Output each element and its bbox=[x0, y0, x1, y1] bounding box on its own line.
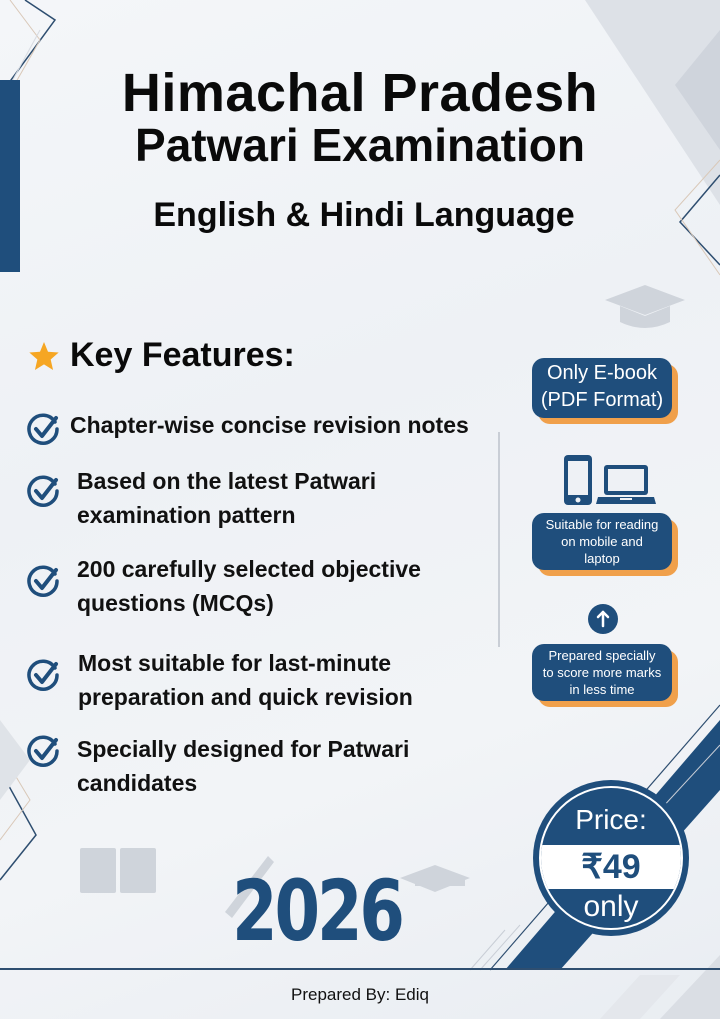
score-badge bbox=[532, 644, 672, 701]
feature-text-line-2: preparation and quick revision bbox=[78, 684, 413, 710]
feature-text-line-2: examination pattern bbox=[77, 502, 296, 528]
feature-item bbox=[26, 646, 413, 714]
price-badge bbox=[533, 780, 689, 936]
feature-text-line-1: 200 carefully selected objective bbox=[77, 556, 421, 582]
key-features-label: Key Features: bbox=[70, 336, 295, 374]
feature-text-line-2: questions (MCQs) bbox=[77, 590, 274, 616]
score-line-2: to score more marks bbox=[542, 665, 662, 680]
key-features-heading bbox=[28, 336, 295, 375]
score-line-3: in less time bbox=[569, 682, 635, 697]
feature-text: Chapter-wise concise revision notes bbox=[70, 412, 469, 438]
devices-line-3: laptop bbox=[584, 551, 620, 566]
mobile-phone-icon bbox=[564, 455, 592, 505]
format-badge-line-1: Only E-book bbox=[546, 362, 658, 384]
footer-divider bbox=[0, 968, 720, 970]
format-badge bbox=[532, 358, 672, 418]
feature-item bbox=[26, 464, 376, 532]
feature-item bbox=[26, 732, 409, 800]
score-line-1: Prepared specially bbox=[548, 648, 656, 663]
devices-line-1: Suitable for reading bbox=[545, 517, 659, 532]
arrow-up-icon bbox=[588, 604, 618, 634]
price-suffix: only bbox=[583, 890, 639, 923]
format-badge-line-2: (PDF Format) bbox=[540, 389, 664, 411]
devices-line-2: on mobile and bbox=[561, 534, 643, 549]
feature-text-line-1: Specially designed for Patwari bbox=[77, 736, 410, 762]
check-circle-icon bbox=[26, 474, 62, 510]
title-line-2: Patwari Examination bbox=[135, 119, 585, 171]
laptop-icon bbox=[596, 465, 656, 504]
feature-text-line-2: candidates bbox=[77, 770, 198, 796]
star-icon bbox=[28, 340, 60, 372]
check-circle-icon bbox=[26, 658, 62, 694]
check-circle-icon bbox=[26, 412, 62, 448]
price-amount: ₹49 bbox=[541, 845, 681, 889]
year: 2026 bbox=[232, 862, 402, 960]
prepared-by: Prepared By: Ediq bbox=[291, 985, 429, 1004]
devices-illustration bbox=[562, 455, 657, 507]
check-circle-icon bbox=[26, 564, 62, 600]
feature-text-line-1: Based on the latest Patwari bbox=[77, 468, 377, 494]
feature-item bbox=[26, 408, 469, 448]
check-circle-icon bbox=[26, 734, 62, 770]
devices-badge bbox=[532, 513, 672, 570]
feature-text-line-1: Most suitable for last-minute bbox=[78, 650, 392, 676]
feature-item bbox=[26, 552, 421, 620]
subtitle: English & Hindi Language bbox=[153, 196, 575, 234]
divider bbox=[498, 432, 500, 647]
title-line-1: Himachal Pradesh bbox=[121, 63, 599, 123]
price-label: Price: bbox=[575, 804, 647, 835]
